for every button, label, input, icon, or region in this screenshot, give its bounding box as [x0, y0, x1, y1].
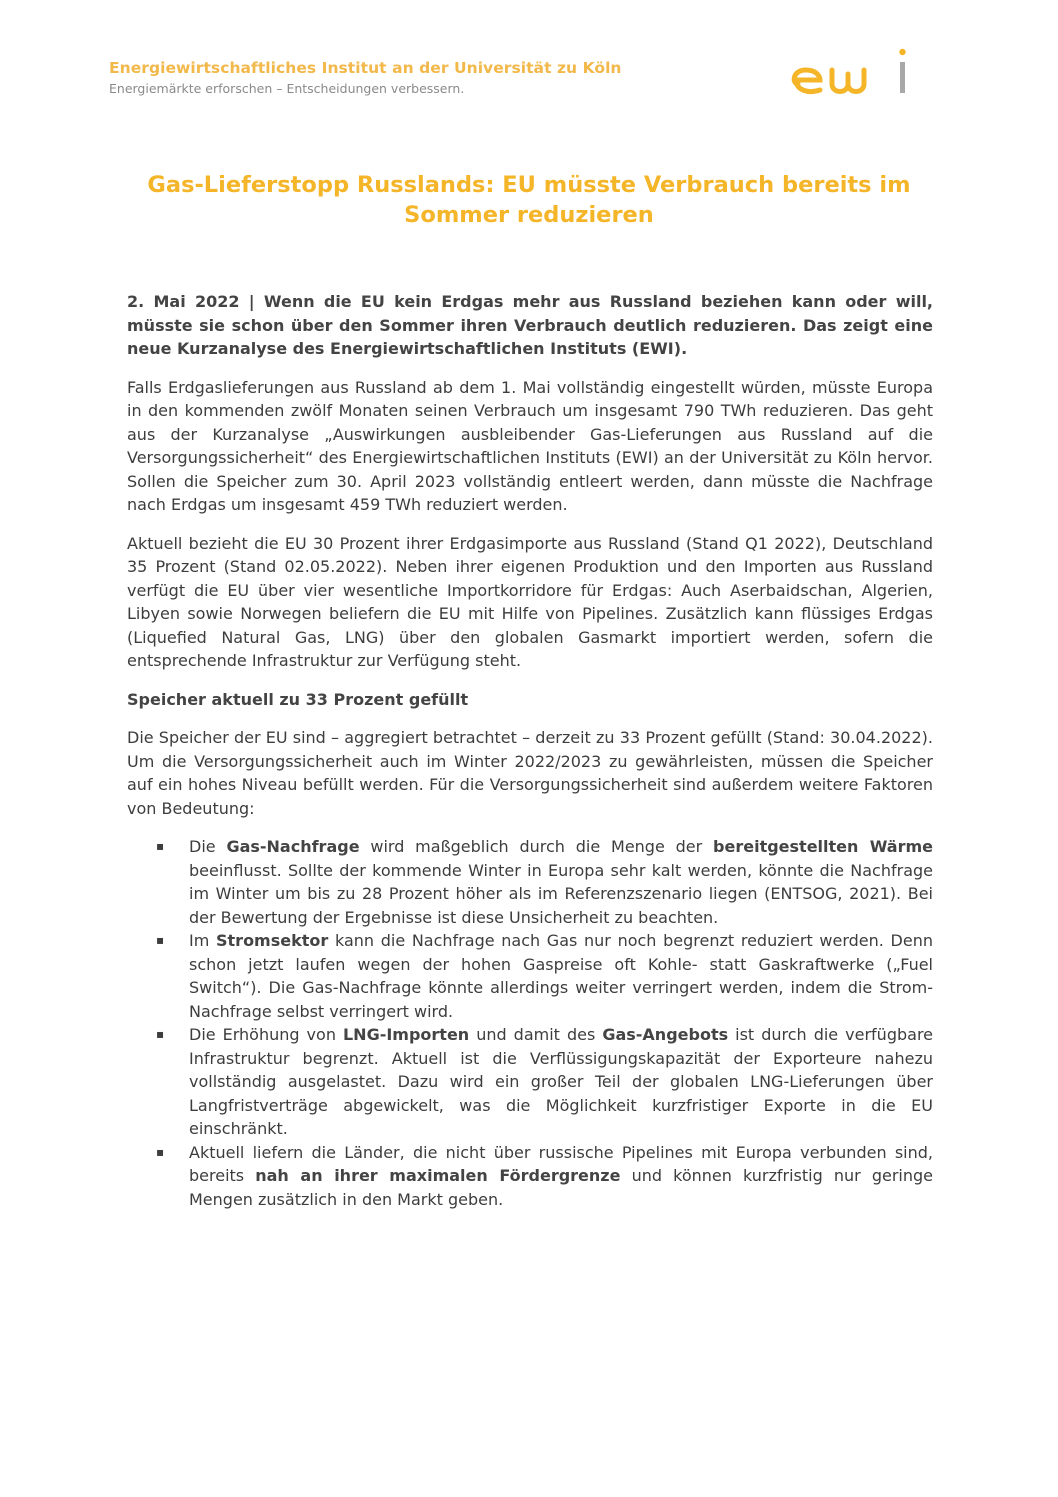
bullet-icon: ▪ [156, 1144, 165, 1159]
bullet-icon: ▪ [156, 1027, 165, 1041]
factor-list [127, 835, 933, 1211]
letterhead [109, 58, 622, 98]
bullet-icon: ▪ [156, 839, 165, 853]
bullet-icon: ▪ [156, 933, 165, 947]
paragraph-1: Falls Erdgaslieferungen aus Russland ab dem 1. Mai vollständig eingestellt würden, müsste Europa in den kommenden zwölf Monaten seinen Verbrauch um insgesamt 790 TWh reduzieren. Das geht aus der Kurzanalyse „Auswirkungen ausbleibender Gas-Lieferungen aus Russland auf die Versorgungssicherheit“ des Energiewirtschaftlichen Instituts (EWI) an der Universität zu Köln hervor. Sollen die Speicher zum 30. April 2023 vollständig entleert werden, dann müsste die Nachfrage nach Erdgas um insgesamt 459 TWh reduziert werden. [127, 377, 933, 514]
paragraph-3: Die Speicher der EU sind – aggregiert betrachtet – derzeit zu 33 Prozent gefüllt (Stand: 30.04.2022). Um die Versorgungssicherheit auch im Winter 2022/2023 zu gewährleisten, müssen die Speicher auf ein hohes Niveau befüllt werden. Für die Versorgungssicherheit sind außerdem weitere Faktoren von Bedeutung: [127, 728, 933, 818]
subheading: Speicher aktuell zu 33 Prozent gefüllt [127, 689, 469, 709]
list-item: ▪ Aktuell liefern die Länder, die nicht über russische Pipelines mit Europa verbunden sind, bereits nah an ihrer maximalen Fördergrenze und können kurzfristig nur geringe Mengen zusätzlich in den Markt geben. [156, 1142, 933, 1209]
lead-paragraph: 2. Mai 2022 | Wenn die EU kein Erdgas mehr aus Russland beziehen kann oder will, müsste sie schon über den Sommer ihren Verbrauch deutlich reduzieren. Das zeigt eine neue Kurzanalyse des Energiewirtschaftlichen Instituts (EWI). [127, 292, 933, 358]
list-item: ▪ Die Gas-Nachfrage wird maßgeblich durch die Menge der bereitgestellten Wärme beeinflusst. Sollte der kommende Winter in Europa sehr kalt werden, könnte die Nachfrage im Winter um bis zu 28 Prozent höher als im Referenzszenario liegen (ENTSOG, 2021). Bei der Bewertung der Ergebnisse ist diese Unsicherheit zu beachten. [156, 837, 933, 927]
paragraph-2: Aktuell bezieht die EU 30 Prozent ihrer Erdgasimporte aus Russland (Stand Q1 2022), Deutschland 35 Prozent (Stand 02.05.2022). Neben ihrer eigenen Produktion und den Importen aus Russland verfügt die EU über vier wesentliche Importkorridore für Erdgas: Auch Aserbaidschan, Algerien, Libyen sowie Norwegen beliefern die EU mit Hilfe von Pipelines. Zusätzlich kann flüssiges Erdgas (Liquefied Natural Gas, LNG) über den globalen Gasmarkt importiert werden, sofern die entsprechende Infrastruktur zur Verfügung steht. [127, 533, 933, 670]
list-item: ▪ Im Stromsektor kann die Nachfrage nach Gas nur noch begrenzt reduziert werden. Denn schon jetzt laufen wegen der hohen Gaspreise oft Kohle- statt Gaskraftwerke („Fuel Switch“). Die Gas-Nachfrage könnte allerdings weiter verringert werden, indem die Strom-Nachfrage selbst verringert wird. [156, 931, 934, 1021]
institute-tagline: Energiemärkte erforschen – Entscheidungen verbessern. [109, 81, 465, 96]
ewi-logo [790, 44, 920, 99]
institute-name: Energiewirtschaftliches Institut an der Universität zu Köln [109, 59, 622, 77]
press-release-title: Gas-Lieferstopp Russlands: EU müsste Verbrauch bereits im Sommer reduzieren [147, 172, 911, 228]
press-release-body [127, 290, 933, 1211]
list-item: ▪ Die Erhöhung von LNG-Importen und damit des Gas-Angebots ist durch die verfügbare Infrastruktur begrenzt. Aktuell ist die Verflüssigungskapazität der Exporteure nahezu vollständig ausgelastet. Dazu wird ein großer Teil der globalen LNG-Lieferungen über Langfristverträge abgewickelt, was die Möglichkeit kurzfristiger Exporte in die EU einschränkt. [156, 1025, 934, 1138]
